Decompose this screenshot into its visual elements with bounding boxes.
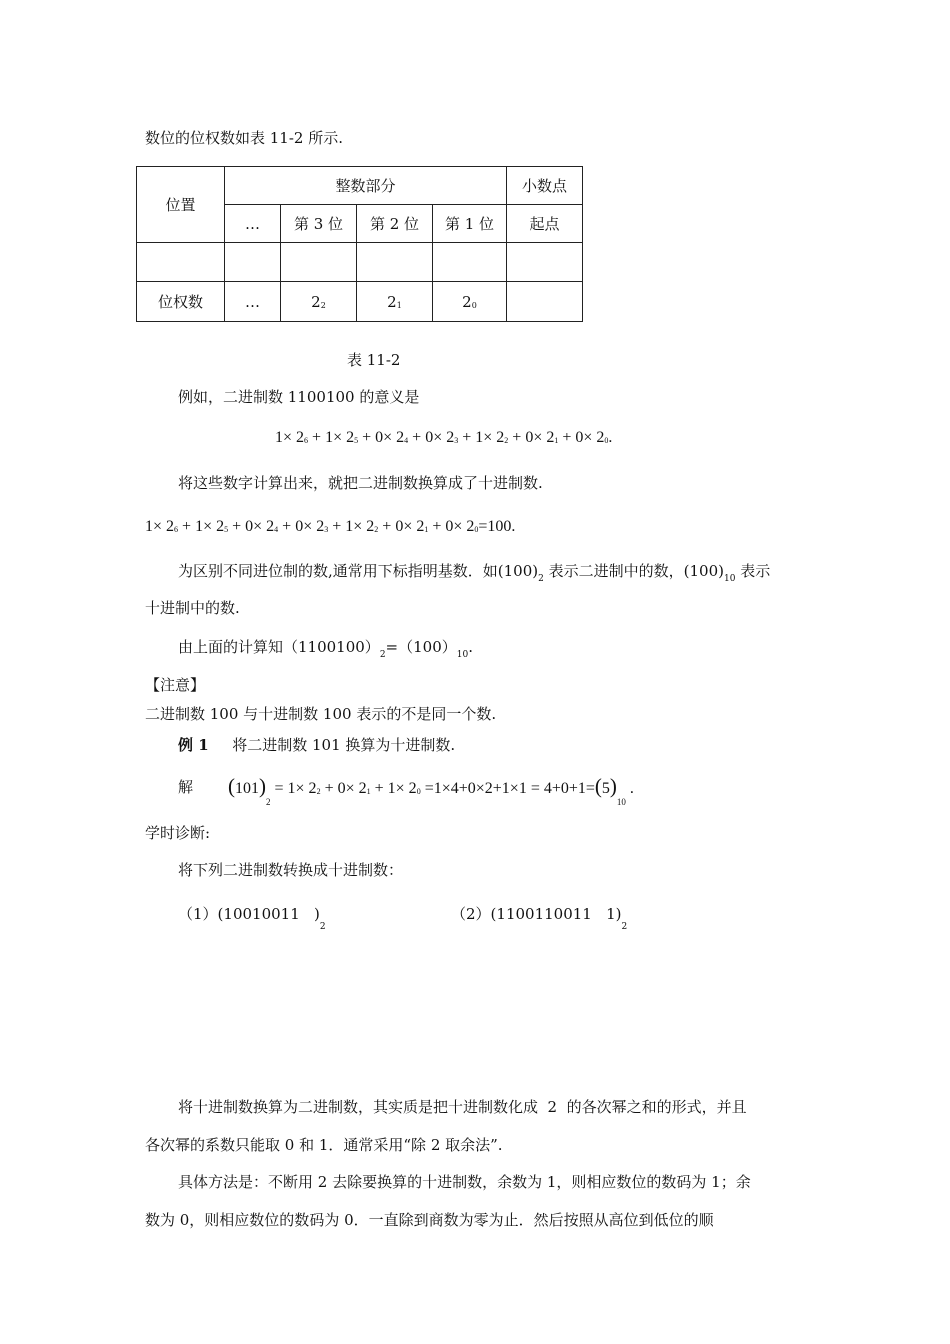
note-heading: 【注意】 (145, 676, 206, 694)
formula-term: + $1\times 2^2$ (328, 518, 379, 535)
diagnosis-label: 学时诊断: (145, 824, 211, 842)
exercise-1: （1）(10010011 )$_2$ (178, 905, 326, 932)
formula-term: + $1\times 2^5$ (178, 518, 229, 535)
compute-line: 将这些数字计算出来，就把二进制数换算成了十进制数. (178, 474, 543, 492)
binary-expansion-evaluated: $1\times 2^6 + 1\times 2^5 + 0\times 2^4 + 0\times 2^3 + 1\times 2^2 + 0\times 2^1 + 0\times 2^0=100$. (145, 518, 516, 535)
empty-cell (507, 243, 583, 282)
formula-term: + $0\times 2^4$ (358, 429, 409, 446)
empty-cell (433, 243, 507, 282)
binary-expansion-formula: $1\times 2^6 + 1\times 2^5 + 0\times 2^4 + 0\times 2^3 + 1\times 2^2 + 0\times 2^1 + 0\times 2^0$. (275, 429, 613, 446)
solution-formula: $(101)_2 = 1\times 2^2 + 0\times 2^1 + 1\times 2^0 =1\times 4+0\times 2+1\times 1 = 4+0+1=(5)_{10}$ . (228, 774, 634, 807)
empty-cell (225, 243, 281, 282)
decimal-to-binary-line1: 将十进制数换算为二进制数，其实质是把十进制数化成 2 的各次幂之和的形式，并且 (178, 1098, 747, 1116)
decimal-to-binary-line4: 数为 0，则相应数位的数码为 0．一直除到商数为零为止．然后按照从高位到低位的顺 (145, 1211, 714, 1229)
example-1: 例 1 将二进制数 101 换算为十进制数. (178, 736, 456, 754)
subheader-second-digit: 第 2 位 (357, 205, 433, 243)
weight-cell: $2^2$ (281, 282, 357, 322)
formula-term: + $0\times 2^3$ (408, 429, 459, 446)
formula-term: + $0\times 2^1$ (508, 429, 559, 446)
example-line: 例如，二进制数 1100100 的意义是 (178, 388, 420, 406)
header-decimal-start: 起点 (507, 205, 583, 243)
note-text: 二进制数 100 与十进制数 100 表示的不是同一个数. (145, 705, 497, 723)
example-1-label: 例 1 (178, 736, 209, 754)
exercise-prompt: 将下列二进制数转换成十进制数： (178, 861, 404, 879)
base-notation-paragraph: 为区别不同进位制的数,通常用下标指明基数．如$(100)_2$ 表示二进制中的数，$(100)_{10}$ 表示 (178, 562, 771, 584)
empty-cell (507, 282, 583, 322)
row-label-weight: 位权数 (137, 282, 225, 322)
subheader-third-digit: 第 3 位 (281, 205, 357, 243)
weight-cell: $2^1$ (357, 282, 433, 322)
exercise-2: （2）(1100110011 $1)_2$ (451, 905, 628, 932)
weight-cell: $2^0$ (433, 282, 507, 322)
table-caption: 表 11-2 (347, 351, 401, 369)
formula-term: $1\times 2^6$ (275, 429, 309, 446)
weight-cell: … (225, 282, 281, 322)
formula-term: + $1\times 2^5$ (308, 429, 359, 446)
empty-cell (137, 243, 225, 282)
formula-term: + $0\times 2^1$ (378, 518, 429, 535)
formula-term: + $0\times 2^0$ (558, 429, 609, 446)
header-integer-part: 整数部分 (225, 167, 507, 205)
empty-cell (281, 243, 357, 282)
formula-term: + $0\times 2^4$ (228, 518, 279, 535)
empty-cell (357, 243, 433, 282)
formula-term: + $1\times 2^2$ (458, 429, 509, 446)
formula-term: $1\times 2^2$ (287, 780, 321, 797)
position-weight-table (136, 166, 583, 322)
decimal-to-binary-line3: 具体方法是：不断用 2 去除要换算的十进制数，余数为 1，则相应数位的数码为 1；余 (178, 1173, 751, 1191)
formula-term: $1\times 2^6$ (145, 518, 179, 535)
subheader-first-digit: 第 1 位 (433, 205, 507, 243)
header-decimal-point: 小数点 (507, 167, 583, 205)
header-position: 位置 (137, 167, 225, 243)
subheader-ellipsis: … (225, 205, 281, 243)
formula-term: + $0\times 2^1$ (320, 780, 371, 797)
formula-term: + $1\times 2^0$ (370, 780, 421, 797)
decimal-to-binary-line2: 各次幂的系数只能取 0 和 1．通常采用“除 2 取余法”. (145, 1136, 503, 1154)
intro-line: 数位的位权数如表 11-2 所示. (145, 129, 344, 147)
solution-label: 解 (178, 778, 194, 796)
conclusion-line: 由上面的计算知$(1100100)_2=(100)_{10}$. (178, 638, 473, 660)
formula-term: + $0\times 2^0$ (428, 518, 479, 535)
formula-term: + $0\times 2^3$ (278, 518, 329, 535)
base-notation-paragraph-line2: 十进制中的数. (145, 599, 240, 617)
